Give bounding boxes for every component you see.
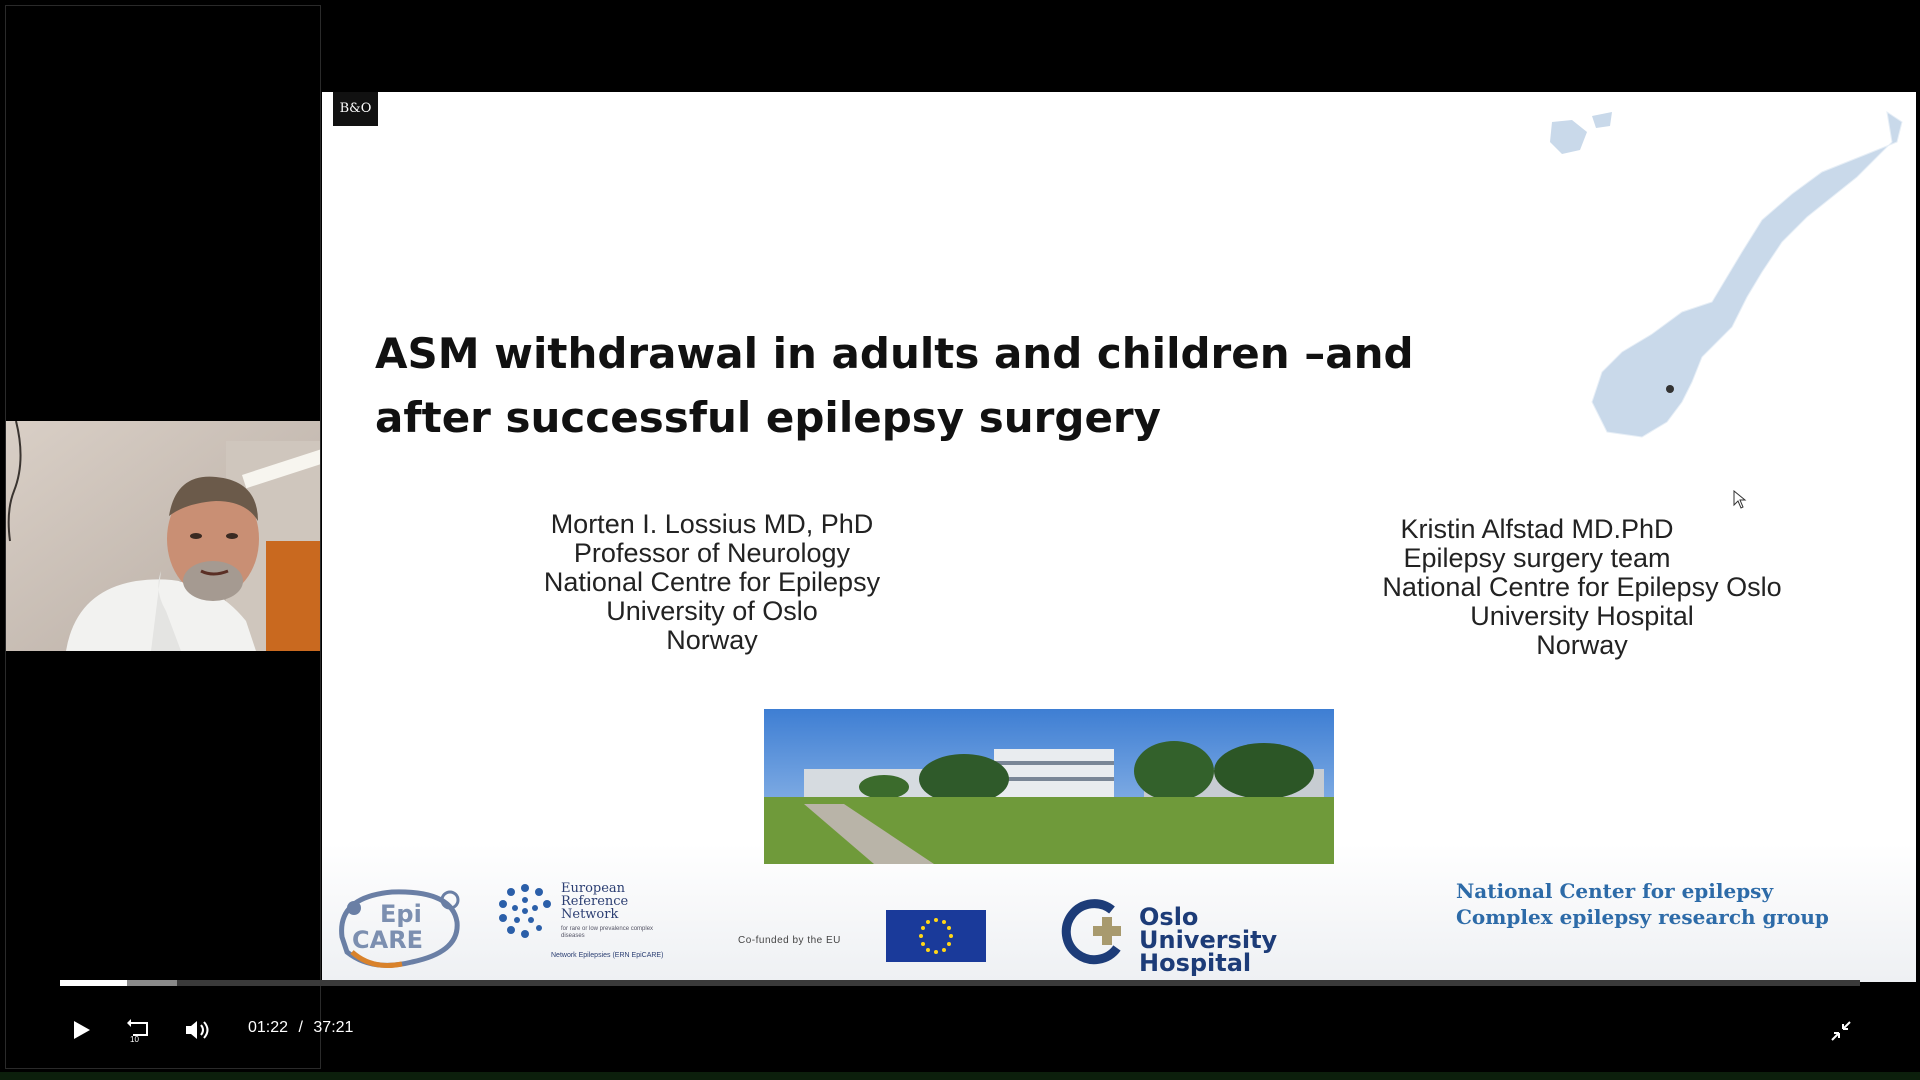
author1-org: National Centre for Epilepsy xyxy=(543,567,881,597)
epicare-text-1: Epi xyxy=(380,900,422,928)
epicare-logo xyxy=(332,882,462,972)
author-block-alfstad xyxy=(1272,515,1892,660)
ern-logo xyxy=(495,882,695,972)
time-separator: / xyxy=(298,1019,303,1036)
bo-logo xyxy=(333,92,378,126)
oslo-line-1: Oslo xyxy=(1139,903,1199,931)
author2-name: Kristin Alfstad MD.PhD xyxy=(1400,514,1674,544)
seek-bar[interactable] xyxy=(60,980,1860,986)
svg-text:10: 10 xyxy=(130,1035,139,1043)
oslo-line-2: University Hospital xyxy=(1139,926,1278,977)
author-block-lossius xyxy=(482,510,942,655)
epicare-text-2: CARE xyxy=(352,926,424,954)
author2-country: Norway xyxy=(1536,630,1628,660)
author1-university: University of Oslo xyxy=(606,596,818,626)
play-button[interactable] xyxy=(66,1016,96,1044)
time-display xyxy=(248,1019,353,1037)
current-time: 01:22 xyxy=(248,1019,289,1036)
total-duration: 37:21 xyxy=(313,1019,354,1036)
ern-subtitle: for rare or low prevalence complex diseases xyxy=(561,926,654,939)
rewind-10-icon xyxy=(125,1017,153,1043)
bo-logo-text: B&O xyxy=(339,101,372,116)
author1-name: Morten I. Lossius MD, PhD xyxy=(550,509,874,539)
volume-icon xyxy=(184,1018,212,1042)
norway-map-image xyxy=(1492,102,1912,442)
eu-flag-icon xyxy=(886,910,986,962)
bottom-edge-strip xyxy=(0,1072,1920,1080)
oslo-university-hospital-logo xyxy=(1057,898,1387,977)
volume-button[interactable] xyxy=(182,1016,214,1044)
cofunded-label: Co-funded by the EU xyxy=(738,935,841,946)
ern-network-label: Network Epilepsies (ERN EpiCARE) xyxy=(551,952,664,959)
ncfe-label xyxy=(1456,878,1829,930)
seek-bar-played xyxy=(60,980,127,986)
author1-country: Norway xyxy=(666,625,758,655)
ncfe-line-2: Complex epilepsy research group xyxy=(1456,905,1829,929)
exit-fullscreen-icon xyxy=(1828,1018,1854,1044)
ern-line-3: Network xyxy=(561,907,619,922)
mouse-cursor-icon xyxy=(1732,490,1748,510)
presentation-slide xyxy=(322,92,1916,982)
play-icon xyxy=(70,1019,92,1041)
author2-org: National Centre for Epilepsy Oslo xyxy=(1382,572,1782,602)
ern-line-1: European xyxy=(561,881,626,896)
author2-hospital: University Hospital xyxy=(1470,601,1694,631)
author2-team: Epilepsy surgery team xyxy=(1403,543,1671,573)
rewind-10-button[interactable] xyxy=(124,1016,154,1044)
hospital-building-photo xyxy=(764,709,1334,864)
author1-role: Professor of Neurology xyxy=(573,538,851,568)
ncfe-line-1: National Center for epilepsy xyxy=(1456,879,1774,903)
exit-fullscreen-button[interactable] xyxy=(1828,1018,1854,1044)
ern-line-2: Reference xyxy=(561,894,629,909)
slide-title: ASM withdrawal in adults and children –and after successful epilepsy surgery xyxy=(375,329,1414,442)
presenter-webcam xyxy=(6,421,320,651)
